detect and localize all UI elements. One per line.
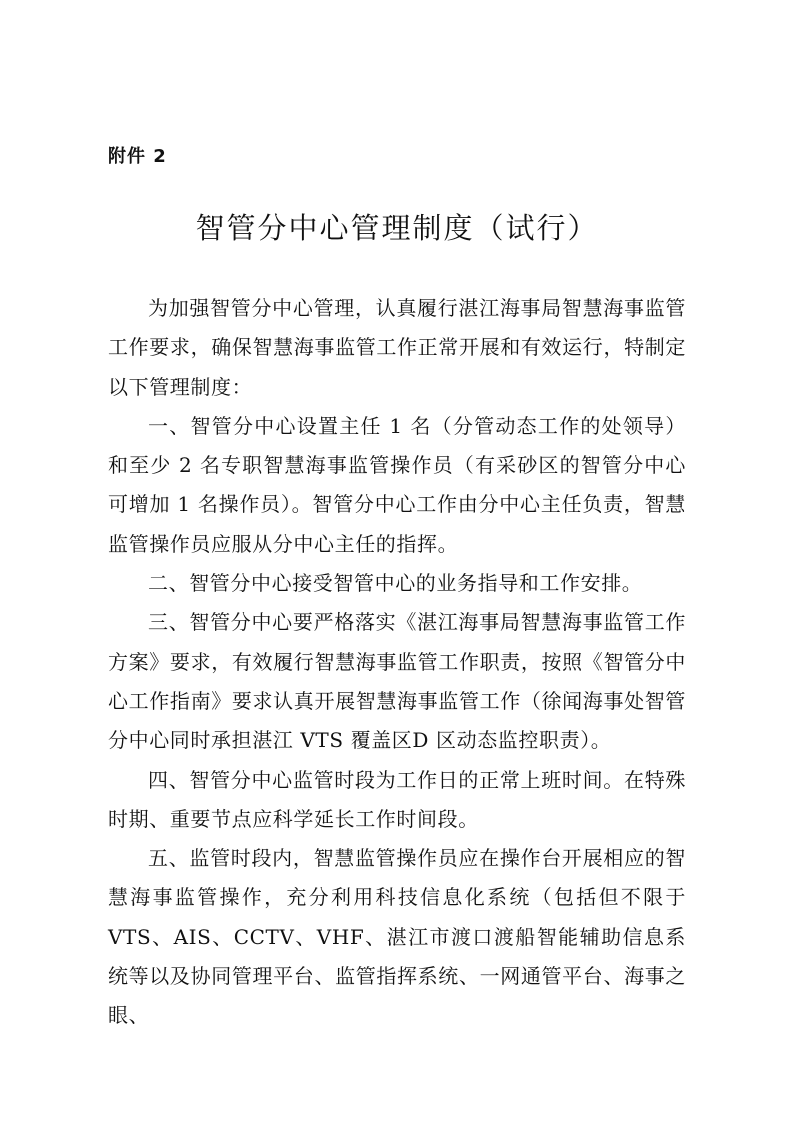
attachment-label: 附件 2 <box>108 146 167 167</box>
paragraph-item-3: 三、智管分中心要严格落实《湛江海事局智慧海事监管工作方案》要求，有效履行智慧海事监管工作职责，按照《智管分中心工作指南》要求认真开展智慧海事监管工作（徐闻海事处智管分中心同时承担湛江 VTS 覆盖区D 区动态监控职责）。 <box>108 610 686 753</box>
paragraph-item-5: 五、监管时段内，智慧监管操作员应在操作台开展相应的智慧海事监管操作，充分利用科技信息化系统（包括但不限于VTS、AIS、CCTV、VHF、湛江市渡口渡船智能辅助信息系统等以及协同管理平台、监管指挥系统、一网通管平台、海事之眼、 <box>108 846 686 1028</box>
document-title: 智管分中心管理制度（试行） <box>195 211 599 245</box>
paragraph-item-1: 一、智管分中心设置主任 1 名（分管动态工作的处领导）和至少 2 名专职智慧海事监管操作员（有采砂区的智管分中心可增加 1 名操作员）。智管分中心工作由分中心主任负责，智慧监管操作员应服从分中心主任的指挥。 <box>108 413 686 556</box>
paragraph-intro: 为加强智管分中心管理，认真履行湛江海事局智慧海事监管工作要求，确保智慧海事监管工作正常开展和有效运行，特制定以下管理制度： <box>108 296 686 399</box>
document-body <box>108 289 686 1036</box>
paragraph-item-4: 四、智管分中心监管时段为工作日的正常上班时间。在特殊时期、重要节点应科学延长工作时间段。 <box>108 767 686 831</box>
paragraph-item-2: 二、智管分中心接受智管中心的业务指导和工作安排。 <box>148 571 643 596</box>
